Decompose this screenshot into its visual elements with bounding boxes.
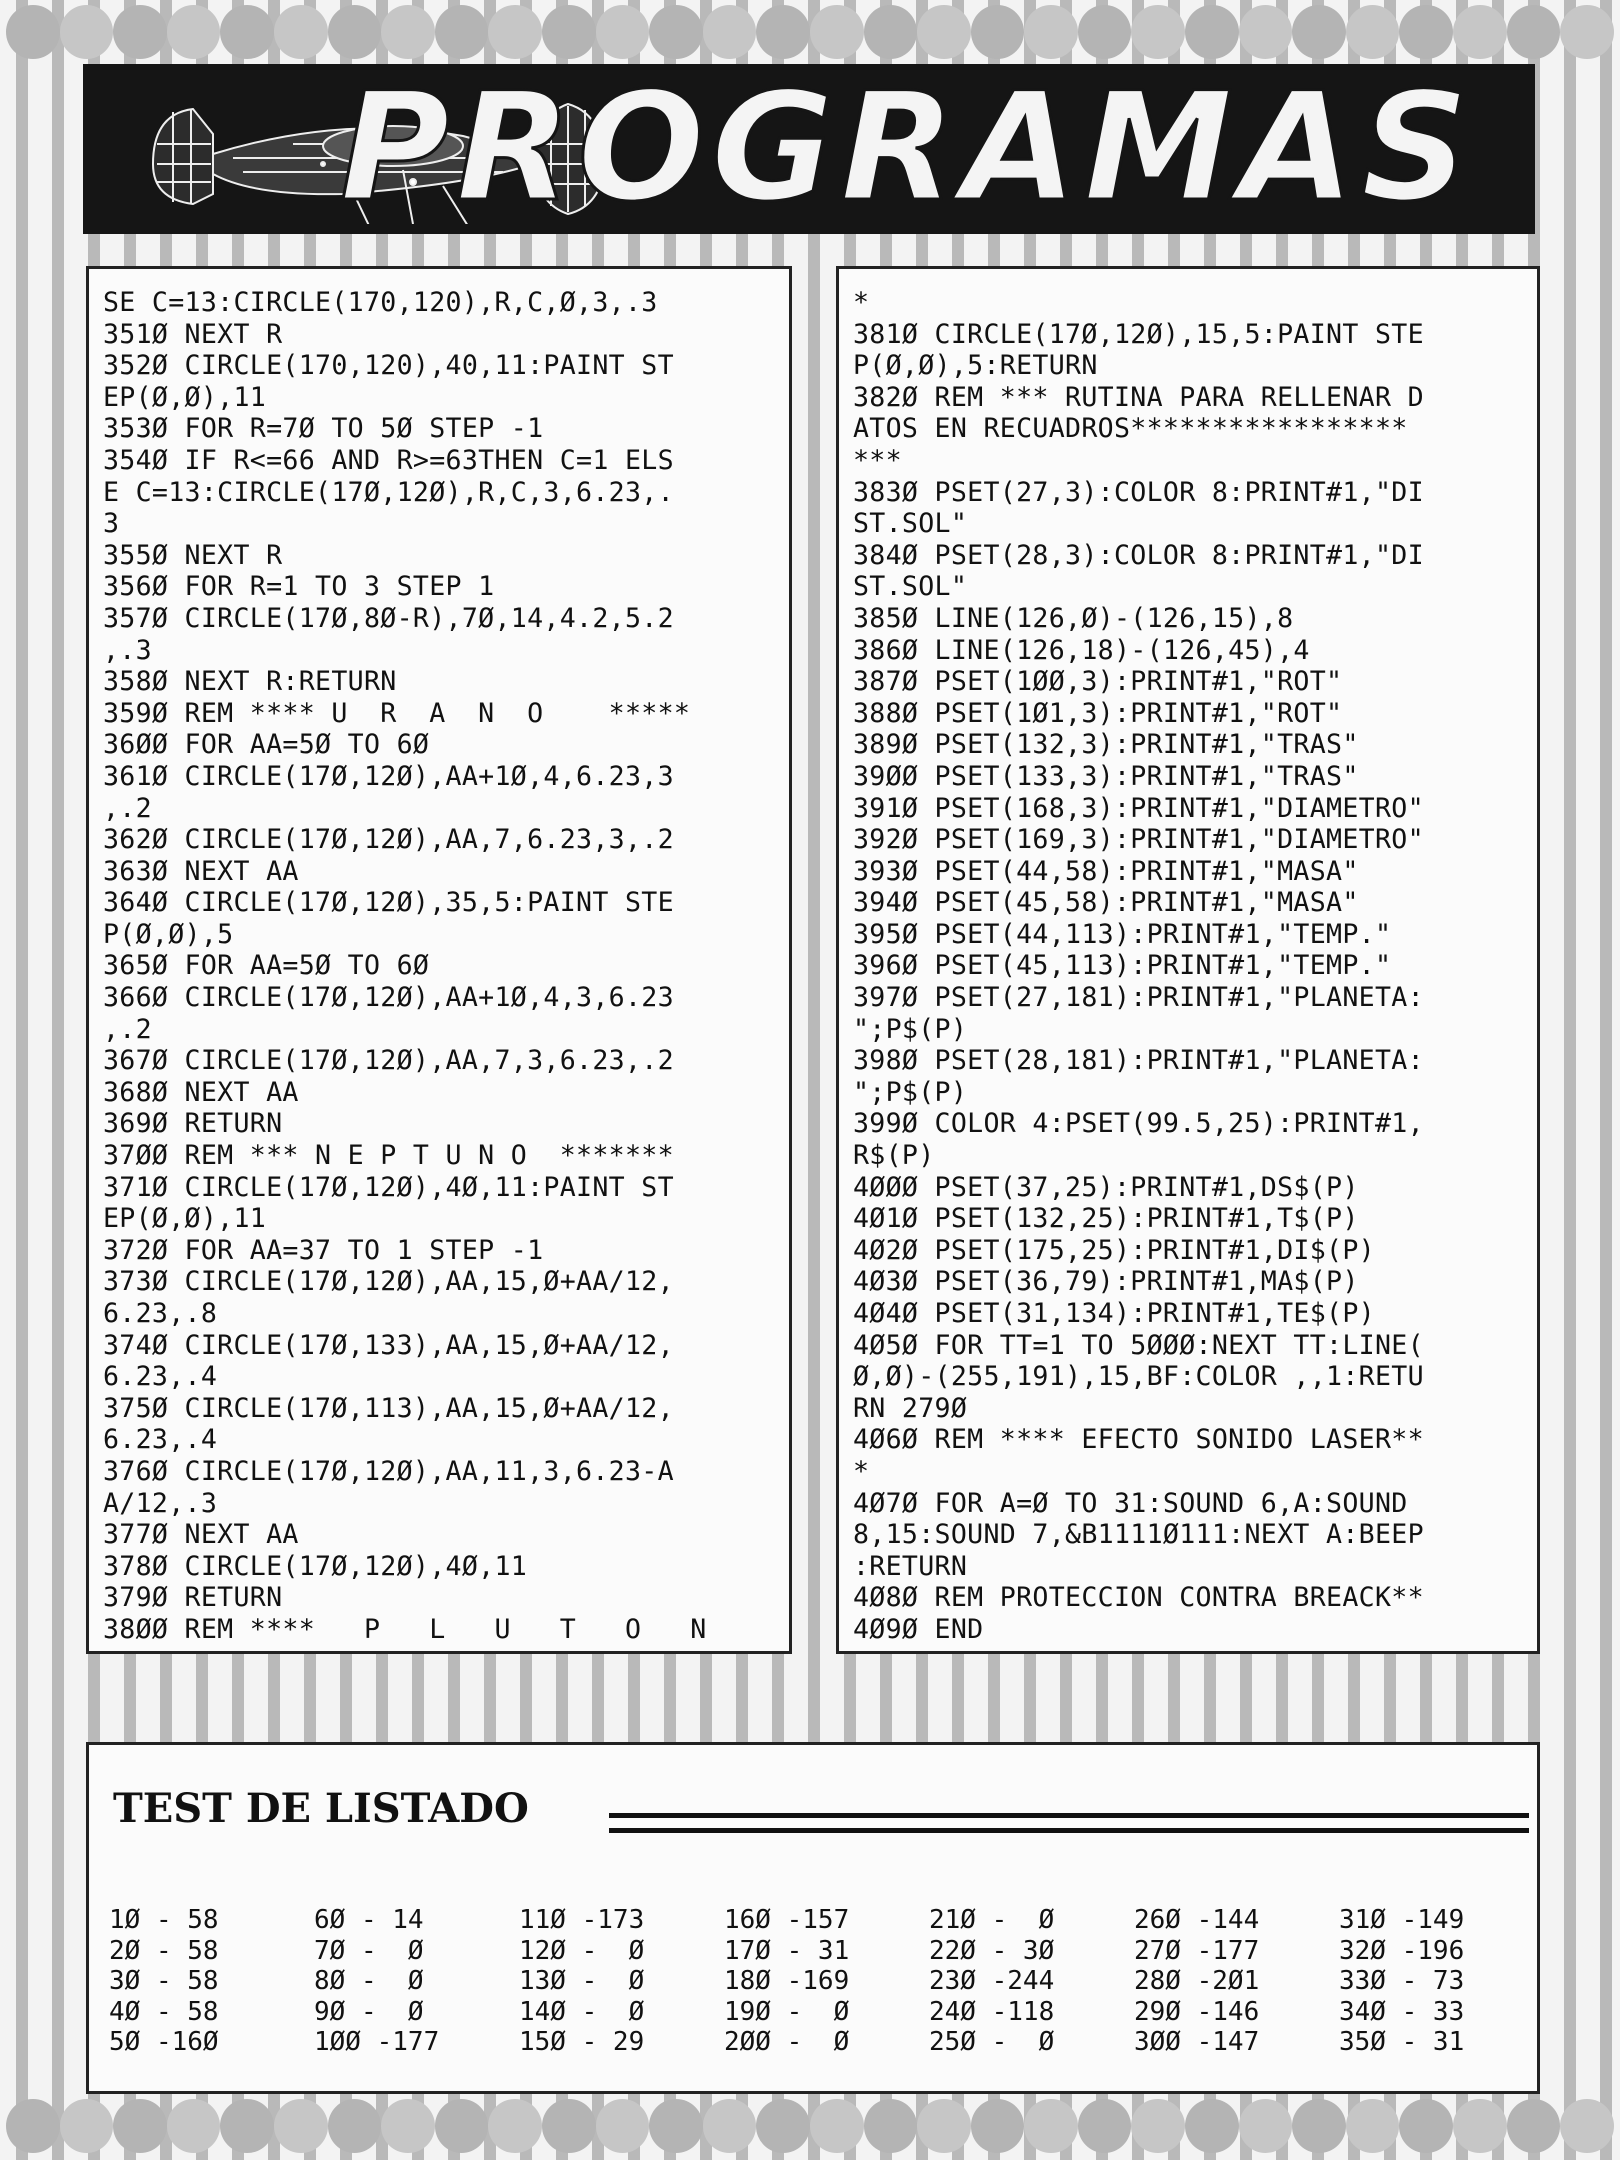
code-line: 4Ø7Ø FOR A=Ø TO 31:SOUND 6,A:SOUND bbox=[853, 1487, 1408, 1519]
code-line: 6.23,.4 bbox=[103, 1424, 218, 1456]
code-line: 371Ø CIRCLE(17Ø,12Ø),4Ø,11:PAINT ST bbox=[103, 1171, 674, 1203]
code-line: 39ØØ PSET(133,3):PRINT#1,"TRAS" bbox=[853, 760, 1359, 792]
checksum-entry: 15Ø - 29 bbox=[519, 2027, 645, 2057]
code-line: 4ØØØ PSET(37,25):PRINT#1,DS$(P) bbox=[853, 1171, 1359, 1203]
code-line: 378Ø CIRCLE(17Ø,12Ø),4Ø,11 bbox=[103, 1550, 528, 1582]
code-line: 351Ø NEXT R bbox=[103, 318, 283, 350]
header-banner bbox=[83, 61, 1535, 235]
code-line: ,.3 bbox=[103, 634, 152, 666]
code-line: ";P$(P) bbox=[853, 1013, 968, 1045]
checksum-entry: 33Ø - 73 bbox=[1339, 1966, 1465, 1996]
checksum-entry: 17Ø - 31 bbox=[724, 1935, 850, 1966]
checksum-column bbox=[724, 1905, 914, 2085]
code-line: ,.2 bbox=[103, 792, 152, 824]
code-line: 373Ø CIRCLE(17Ø,12Ø),AA,15,Ø+AA/12, bbox=[103, 1266, 674, 1298]
code-line: ";P$(P) bbox=[853, 1076, 968, 1108]
checksum-entry: 34Ø - 33 bbox=[1339, 1996, 1465, 2027]
test-title: TEST DE LISTADO bbox=[113, 1785, 529, 1832]
code-line: 359Ø REM **** U R A N O ***** bbox=[103, 697, 691, 729]
code-line: 381Ø CIRCLE(17Ø,12Ø),15,5:PAINT STE bbox=[853, 318, 1424, 350]
checksum-entry: 2Ø - 58 bbox=[109, 1935, 219, 1966]
code-line: 377Ø NEXT AA bbox=[103, 1519, 299, 1551]
program-listing-right bbox=[836, 266, 1540, 1654]
checksum-entry: 29Ø -146 bbox=[1134, 1996, 1260, 2027]
code-line: 374Ø CIRCLE(17Ø,133),AA,15,Ø+AA/12, bbox=[103, 1329, 674, 1361]
checksum-entry: 12Ø - Ø bbox=[519, 1935, 645, 1966]
code-line: 363Ø NEXT AA bbox=[103, 855, 299, 887]
checksum-entry: 23Ø -244 bbox=[929, 1966, 1055, 1996]
checksum-entry: 8Ø - Ø bbox=[314, 1966, 424, 1996]
checksum-column bbox=[519, 1905, 709, 2085]
code-line: 395Ø PSET(44,113):PRINT#1,"TEMP." bbox=[853, 918, 1392, 950]
checksum-entry: 3Ø - 58 bbox=[109, 1966, 219, 1996]
code-line: 365Ø FOR AA=5Ø TO 6Ø bbox=[103, 950, 430, 982]
checksum-column bbox=[109, 1905, 299, 2085]
code-line: 4Ø5Ø FOR TT=1 TO 5ØØØ:NEXT TT:LINE( bbox=[853, 1329, 1424, 1361]
code-line: 393Ø PSET(44,58):PRINT#1,"MASA" bbox=[853, 855, 1359, 887]
code-line: ST.SOL" bbox=[853, 571, 968, 603]
code-line: 392Ø PSET(169,3):PRINT#1,"DIAMETRO" bbox=[853, 824, 1424, 856]
code-line: 394Ø PSET(45,58):PRINT#1,"MASA" bbox=[853, 887, 1359, 919]
code-line: ATOS EN RECUADROS***************** bbox=[853, 413, 1408, 445]
code-line: 384Ø PSET(28,3):COLOR 8:PRINT#1,"DI bbox=[853, 539, 1424, 571]
code-line: 362Ø CIRCLE(17Ø,12Ø),AA,7,6.23,3,.2 bbox=[103, 824, 674, 856]
code-line: 398Ø PSET(28,181):PRINT#1,"PLANETA: bbox=[853, 1045, 1424, 1077]
code-line: 4Ø9Ø END bbox=[853, 1613, 984, 1645]
code-line: 357Ø CIRCLE(17Ø,8Ø-R),7Ø,14,4.2,5.2 bbox=[103, 602, 674, 634]
checksum-entry: 22Ø - 3Ø bbox=[929, 1935, 1055, 1966]
code-line: Ø,Ø)-(255,191),15,BF:COLOR ,,1:RETU bbox=[853, 1361, 1424, 1393]
checksum-column bbox=[1134, 1905, 1324, 2085]
checksum-entry: 26Ø -144 bbox=[1134, 1905, 1260, 1935]
checksum-entry: 28Ø -2Ø1 bbox=[1134, 1966, 1260, 1996]
code-line: 6.23,.4 bbox=[103, 1361, 218, 1393]
checksum-entry: 13Ø - Ø bbox=[519, 1966, 645, 1996]
checksum-entry: 21Ø - Ø bbox=[929, 1905, 1055, 1935]
code-line: 8,15:SOUND 7,&B1111Ø111:NEXT A:BEEP bbox=[853, 1519, 1424, 1551]
code-line: 379Ø RETURN bbox=[103, 1582, 283, 1614]
code-line: R$(P) bbox=[853, 1140, 935, 1172]
code-line: 386Ø LINE(126,18)-(126,45),4 bbox=[853, 634, 1310, 666]
code-line: A/12,.3 bbox=[103, 1487, 218, 1519]
checksum-entry: 3ØØ -147 bbox=[1134, 2027, 1260, 2057]
checksum-column bbox=[929, 1905, 1119, 2085]
checksum-entry: 19Ø - Ø bbox=[724, 1996, 850, 2027]
checksum-entry: 11Ø -173 bbox=[519, 1905, 645, 1935]
code-line: 397Ø PSET(27,181):PRINT#1,"PLANETA: bbox=[853, 982, 1424, 1014]
bottom-dot-border bbox=[0, 2094, 1620, 2158]
code-line: 399Ø COLOR 4:PSET(99.5,25):PRINT#1, bbox=[853, 1108, 1424, 1140]
code-line: 364Ø CIRCLE(17Ø,12Ø),35,5:PAINT STE bbox=[103, 887, 674, 919]
code-line: 353Ø FOR R=7Ø TO 5Ø STEP -1 bbox=[103, 413, 544, 445]
code-line: SE C=13:CIRCLE(170,120),R,C,Ø,3,.3 bbox=[103, 287, 658, 318]
code-line: P(Ø,Ø),5:RETURN bbox=[853, 350, 1098, 382]
title-rule bbox=[609, 1813, 1529, 1833]
code-line: * bbox=[853, 287, 870, 318]
checksum-entry: 7Ø - Ø bbox=[314, 1935, 424, 1966]
code-line: ,.2 bbox=[103, 1013, 152, 1045]
code-line: 375Ø CIRCLE(17Ø,113),AA,15,Ø+AA/12, bbox=[103, 1392, 674, 1424]
code-line: 355Ø NEXT R bbox=[103, 539, 283, 571]
code-line: 4Ø2Ø PSET(175,25):PRINT#1,DI$(P) bbox=[853, 1234, 1375, 1266]
code-line: 4Ø8Ø REM PROTECCION CONTRA BREACK** bbox=[853, 1582, 1424, 1614]
code-line: 356Ø FOR R=1 TO 3 STEP 1 bbox=[103, 571, 495, 603]
checksum-entry: 18Ø -169 bbox=[724, 1966, 850, 1996]
code-line: * bbox=[853, 1455, 870, 1487]
code-line: 358Ø NEXT R:RETURN bbox=[103, 666, 397, 698]
code-line: 3 bbox=[103, 508, 120, 540]
checksum-entry: 4Ø - 58 bbox=[109, 1996, 219, 2027]
checksum-entry: 25Ø - Ø bbox=[929, 2027, 1055, 2057]
checksum-column bbox=[1339, 1905, 1529, 2085]
code-line: *** bbox=[853, 444, 902, 476]
code-line: 368Ø NEXT AA bbox=[103, 1076, 299, 1108]
code-line: 382Ø REM *** RUTINA PARA RELLENAR D bbox=[853, 381, 1424, 413]
code-line: 387Ø PSET(1ØØ,3):PRINT#1,"ROT" bbox=[853, 666, 1343, 698]
code-line: EP(Ø,Ø),11 bbox=[103, 381, 267, 413]
checksum-entry: 27Ø -177 bbox=[1134, 1935, 1260, 1966]
code-line: 38ØØ REM **** P L U T O N bbox=[103, 1613, 707, 1645]
top-dot-border bbox=[0, 0, 1620, 64]
checksum-entry: 5Ø -16Ø bbox=[109, 2027, 219, 2057]
code-line: 366Ø CIRCLE(17Ø,12Ø),AA+1Ø,4,3,6.23 bbox=[103, 982, 674, 1014]
code-line: 376Ø CIRCLE(17Ø,12Ø),AA,11,3,6.23-A bbox=[103, 1455, 674, 1487]
checksum-entry: 2ØØ - Ø bbox=[724, 2027, 850, 2057]
code-line: 372Ø FOR AA=37 TO 1 STEP -1 bbox=[103, 1234, 544, 1266]
code-line: 361Ø CIRCLE(17Ø,12Ø),AA+1Ø,4,6.23,3 bbox=[103, 760, 674, 792]
checksum-grid bbox=[109, 1905, 1529, 2085]
checksum-entry: 24Ø -118 bbox=[929, 1996, 1055, 2027]
checksum-entry: 16Ø -157 bbox=[724, 1905, 850, 1935]
checksum-entry: 35Ø - 31 bbox=[1339, 2027, 1465, 2057]
code-line: 4Ø1Ø PSET(132,25):PRINT#1,T$(P) bbox=[853, 1203, 1359, 1235]
test-de-listado-box bbox=[86, 1742, 1540, 2094]
code-line: E C=13:CIRCLE(17Ø,12Ø),R,C,3,6.23,. bbox=[103, 476, 674, 508]
checksum-entry: 9Ø - Ø bbox=[314, 1996, 424, 2027]
code-line: 4Ø3Ø PSET(36,79):PRINT#1,MA$(P) bbox=[853, 1266, 1359, 1298]
code-line: 383Ø PSET(27,3):COLOR 8:PRINT#1,"DI bbox=[853, 476, 1424, 508]
code-line: 367Ø CIRCLE(17Ø,12Ø),AA,7,3,6.23,.2 bbox=[103, 1045, 674, 1077]
code-line: 391Ø PSET(168,3):PRINT#1,"DIAMETRO" bbox=[853, 792, 1424, 824]
checksum-entry: 31Ø -149 bbox=[1339, 1905, 1465, 1935]
code-line: RN 279Ø bbox=[853, 1392, 968, 1424]
code-line: 396Ø PSET(45,113):PRINT#1,"TEMP." bbox=[853, 950, 1392, 982]
checksum-entry: 14Ø - Ø bbox=[519, 1996, 645, 2027]
code-line: 6.23,.8 bbox=[103, 1298, 218, 1329]
checksum-entry: 32Ø -196 bbox=[1339, 1935, 1465, 1966]
program-listing-left bbox=[86, 266, 792, 1654]
code-line: 37ØØ REM *** N E P T U N O ******* bbox=[103, 1140, 674, 1172]
code-line: 389Ø PSET(132,3):PRINT#1,"TRAS" bbox=[853, 729, 1359, 761]
code-line: 36ØØ FOR AA=5Ø TO 6Ø bbox=[103, 729, 430, 761]
checksum-entry: 1ØØ -177 bbox=[314, 2027, 440, 2057]
code-line: EP(Ø,Ø),11 bbox=[103, 1203, 267, 1235]
code-line: 4Ø4Ø PSET(31,134):PRINT#1,TE$(P) bbox=[853, 1298, 1375, 1329]
code-line: 354Ø IF R<=66 AND R>=63THEN C=1 ELS bbox=[103, 444, 674, 476]
code-line: 388Ø PSET(1Ø1,3):PRINT#1,"ROT" bbox=[853, 697, 1343, 729]
code-line: :RETURN bbox=[853, 1550, 968, 1582]
code-line: 352Ø CIRCLE(170,120),40,11:PAINT ST bbox=[103, 350, 674, 382]
code-line: 385Ø LINE(126,Ø)-(126,15),8 bbox=[853, 602, 1294, 634]
checksum-entry: 1Ø - 58 bbox=[109, 1905, 219, 1935]
code-line: ST.SOL" bbox=[853, 508, 968, 540]
checksum-column bbox=[314, 1905, 504, 2085]
checksum-entry: 6Ø - 14 bbox=[314, 1905, 424, 1935]
code-line: 4Ø6Ø REM **** EFECTO SONIDO LASER** bbox=[853, 1424, 1424, 1456]
code-line: 369Ø RETURN bbox=[103, 1108, 283, 1140]
page-title: PROGRAMAS bbox=[339, 61, 1475, 235]
code-line: P(Ø,Ø),5 bbox=[103, 918, 234, 950]
